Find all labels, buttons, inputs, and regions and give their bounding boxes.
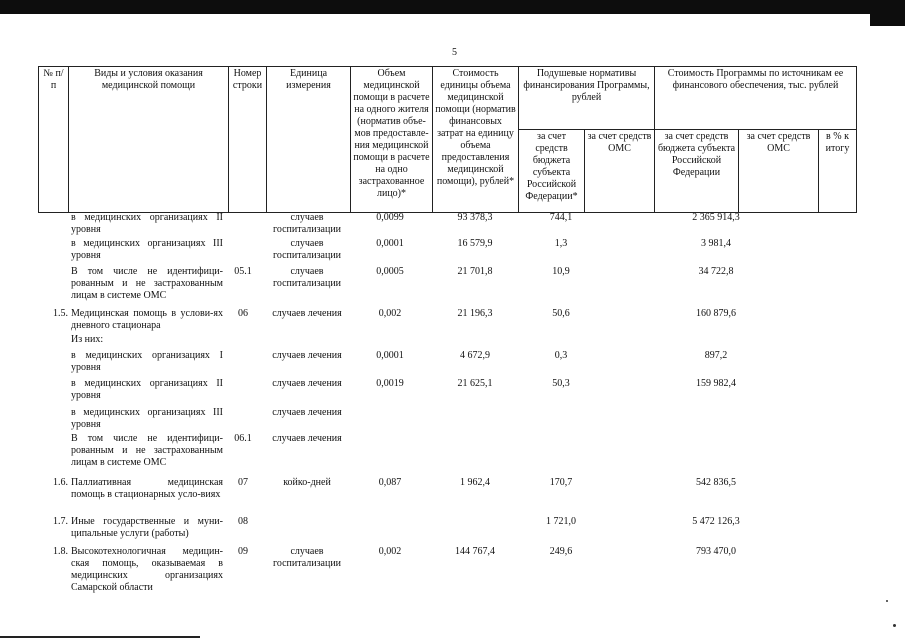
header-volume: Объем медицинской помощи в расчете на одного жителя (норматив объе-мов предоставле-ния медицинской помощи в расчете на одно застрахованное лицо)* [351, 67, 433, 213]
row-unit: случаев лечения [272, 378, 342, 389]
row-program-budget: 3 981,4 [701, 238, 731, 249]
row-cost: 21 701,8 [457, 266, 493, 277]
row-program-budget: 793 470,0 [696, 546, 736, 557]
row-per-capita-budget: 170,7 [549, 477, 573, 488]
row-cost: 4 672,9 [460, 350, 490, 361]
scan-top-band-edge [870, 0, 905, 26]
row-program-budget: 160 879,6 [696, 308, 736, 319]
row-num: 1.6. [53, 477, 68, 488]
row-volume: 0,0001 [376, 238, 404, 249]
row-code: 07 [238, 477, 248, 488]
row-cost: 93 378,3 [457, 212, 493, 223]
row-per-capita-budget: 10,9 [552, 266, 570, 277]
row-unit: случаев лечения [272, 350, 342, 361]
table-body [38, 212, 876, 622]
header-unit: Единица измерения [267, 67, 351, 213]
header-program-oms: за счет средств ОМС [739, 130, 819, 213]
header-per-capita: Подушевые нормативы финансирования Программы, рублей [519, 67, 655, 130]
row-volume: 0,002 [378, 546, 402, 557]
row-unit: случаев лечения [272, 433, 342, 444]
row-unit: случаев госпитализации [272, 212, 342, 235]
row-num: 1.5. [53, 308, 68, 319]
row-unit: койко-дней [283, 477, 331, 488]
row-cost: 144 767,4 [455, 546, 495, 557]
row-name: Из них: [71, 334, 104, 345]
row-program-budget: 2 365 914,3 [692, 212, 740, 223]
row-unit: случаев госпитализации [272, 266, 342, 289]
row-name: В том числе не идентифици-рованным и не застрахованным лицам в системе ОМС [71, 266, 223, 301]
row-name: в медицинских организациях I уровня [71, 350, 223, 373]
row-volume: 0,0019 [376, 378, 404, 389]
row-unit: случаев госпитализации [272, 546, 342, 569]
row-name: в медицинских организациях II уровня [71, 212, 223, 235]
header-program-budget: за счет средств бюджета субъекта Российской Федерации [655, 130, 739, 213]
row-name: в медицинских организациях II уровня [71, 378, 223, 401]
table-header [38, 66, 857, 213]
row-per-capita-budget: 50,3 [552, 378, 570, 389]
header-num: № п/п [39, 67, 69, 213]
row-volume: 0,0001 [376, 350, 404, 361]
row-per-capita-budget: 50,6 [552, 308, 570, 319]
row-volume: 0,0099 [376, 212, 404, 223]
row-code: 06 [238, 308, 248, 319]
row-volume: 0,002 [378, 308, 402, 319]
row-program-budget: 542 836,5 [696, 477, 736, 488]
row-per-capita-budget: 249,6 [549, 546, 573, 557]
header-cost: Стоимость единицы объема медицинской помощи (норматив финансовых затрат на единицу объема предоставления медицинской помощи), рублей* [433, 67, 519, 213]
row-program-budget: 5 472 126,3 [692, 516, 740, 527]
row-num: 1.7. [53, 516, 68, 527]
header-row-number: Номер строки [229, 67, 267, 213]
row-code: 08 [238, 516, 248, 527]
row-per-capita-budget: 0,3 [554, 350, 568, 361]
row-name: В том числе не идентифици-рованным и не застрахованным лицам в системе ОМС [71, 433, 223, 468]
header-program-cost: Стоимость Программы по источникам ее финансового обеспечения, тыс. рублей [655, 67, 857, 130]
row-unit: случаев госпитализации [272, 238, 342, 261]
row-cost: 1 962,4 [460, 477, 490, 488]
scan-top-band [0, 0, 905, 14]
row-cost: 16 579,9 [457, 238, 493, 249]
row-program-budget: 34 722,8 [698, 266, 734, 277]
row-program-budget: 159 982,4 [696, 378, 736, 389]
row-volume: 0,0005 [376, 266, 404, 277]
row-code: 05.1 [234, 266, 252, 277]
row-name: в медицинских организациях III уровня [71, 238, 223, 261]
scan-speck [893, 624, 896, 627]
header-per-capita-oms: за счет средств ОМС [585, 130, 655, 213]
scan-bottom-line [0, 636, 200, 638]
row-code: 09 [238, 546, 248, 557]
row-cost: 21 196,3 [457, 308, 493, 319]
row-num: 1.8. [53, 546, 68, 557]
row-name: Паллиативная медицинская помощь в стационарных усло-виях [71, 477, 223, 500]
header-types: Виды и условия оказания медицинской помощи [69, 67, 229, 213]
row-code: 06.1 [234, 433, 252, 444]
row-volume: 0,087 [378, 477, 402, 488]
row-per-capita-budget: 1,3 [554, 238, 568, 249]
row-per-capita-budget: 1 721,0 [546, 516, 576, 527]
row-per-capita-budget: 744,1 [549, 212, 573, 223]
row-unit: случаев лечения [272, 308, 342, 319]
page-number: 5 [452, 47, 457, 58]
header-program-pct: в % к итогу [819, 130, 857, 213]
row-name: Высокотехнологичная медицин-ская помощь, оказываемая в медицинских организациях Самарской области [71, 546, 223, 593]
row-cost: 21 625,1 [457, 378, 493, 389]
row-name: в медицинских организациях III уровня [71, 407, 223, 430]
row-name: Иные государственные и муни-ципальные услуги (работы) [71, 516, 223, 539]
row-name: Медицинская помощь в услови-ях дневного стационара [71, 308, 223, 331]
row-unit: случаев лечения [272, 407, 342, 418]
scan-speck [886, 600, 888, 602]
row-program-budget: 897,2 [704, 350, 728, 361]
header-per-capita-budget: за счет средств бюджета субъекта Российской Федерации* [519, 130, 585, 213]
